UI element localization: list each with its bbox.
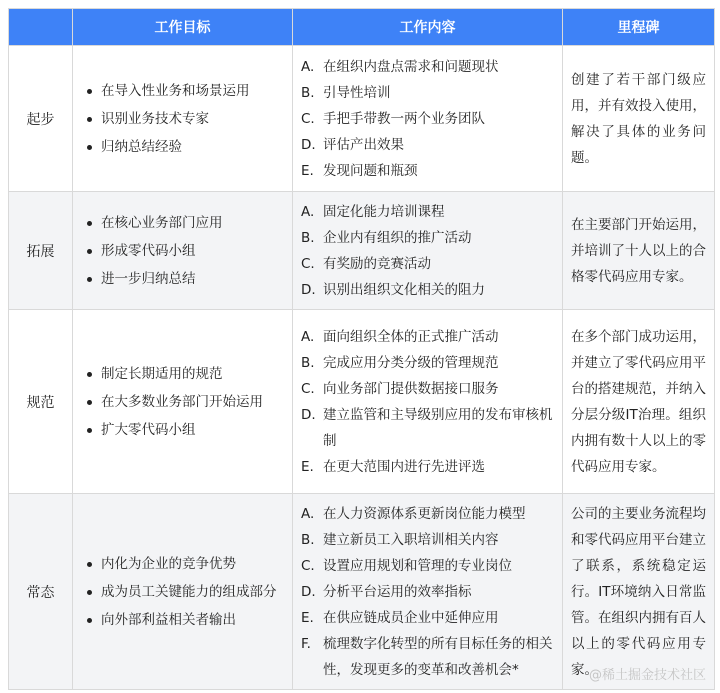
content-cell bbox=[293, 192, 563, 310]
item-letter: F. bbox=[301, 635, 311, 652]
bullet-icon bbox=[87, 277, 92, 282]
goal-item bbox=[85, 388, 292, 416]
content-item bbox=[301, 402, 556, 454]
goals-cell bbox=[73, 494, 293, 690]
item-text: 评估产出效果 bbox=[323, 136, 404, 153]
stage-cell: 起步 bbox=[9, 46, 73, 192]
content-item bbox=[301, 350, 556, 376]
item-letter: E. bbox=[301, 458, 314, 475]
goal-item bbox=[85, 209, 292, 237]
goal-item bbox=[85, 550, 292, 578]
item-letter: B. bbox=[301, 531, 315, 548]
item-text: 引导性培训 bbox=[323, 84, 391, 101]
goal-text: 在导入性业务和场景运用 bbox=[101, 82, 250, 99]
goals-cell bbox=[73, 46, 293, 192]
item-letter: B. bbox=[301, 354, 315, 371]
content-item bbox=[301, 527, 556, 553]
goal-text: 归纳总结经验 bbox=[101, 138, 182, 155]
goal-item bbox=[85, 416, 292, 444]
goal-item bbox=[85, 77, 292, 105]
item-letter: A. bbox=[301, 328, 315, 345]
item-letter: C. bbox=[301, 110, 315, 127]
milestone-cell bbox=[563, 310, 715, 494]
content-cell bbox=[293, 46, 563, 192]
stage-cell: 拓展 bbox=[9, 192, 73, 310]
content-list bbox=[293, 50, 562, 188]
goal-item bbox=[85, 265, 292, 293]
content-item bbox=[301, 553, 556, 579]
item-text: 企业内有组织的推广活动 bbox=[323, 229, 472, 246]
goal-text: 识别业务技术专家 bbox=[101, 110, 209, 127]
item-text: 建立监管和主导级别应用的发布审核机制 bbox=[323, 406, 553, 449]
bullet-icon bbox=[87, 428, 92, 433]
item-text: 完成应用分类分级的管理规范 bbox=[323, 354, 499, 371]
item-letter: C. bbox=[301, 255, 315, 272]
goals-list bbox=[73, 360, 292, 444]
bullet-icon bbox=[87, 89, 92, 94]
item-text: 梳理数字化转型的所有目标任务的相关性，发现更多的变革和改善机会* bbox=[323, 635, 553, 678]
content-item bbox=[301, 106, 556, 132]
content-item bbox=[301, 199, 556, 225]
goal-item bbox=[85, 606, 292, 634]
item-letter: A. bbox=[301, 203, 315, 220]
item-text: 分析平台运用的效率指标 bbox=[323, 583, 472, 600]
content-item bbox=[301, 225, 556, 251]
bullet-icon bbox=[87, 562, 92, 567]
content-item bbox=[301, 579, 556, 605]
item-text: 识别出组织文化相关的阻力 bbox=[323, 281, 485, 298]
table-row bbox=[9, 310, 715, 494]
bullet-icon bbox=[87, 117, 92, 122]
goal-item bbox=[85, 105, 292, 133]
item-letter: C. bbox=[301, 557, 315, 574]
goal-text: 形成零代码小组 bbox=[101, 242, 196, 259]
goal-text: 制定长期适用的规范 bbox=[101, 365, 223, 382]
content-item bbox=[301, 454, 556, 480]
item-text: 发现问题和瓶颈 bbox=[323, 162, 418, 179]
item-letter: D. bbox=[301, 583, 316, 600]
item-letter: E. bbox=[301, 609, 314, 626]
bullet-icon bbox=[87, 372, 92, 377]
item-text: 建立新员工入职培训相关内容 bbox=[323, 531, 499, 548]
bullet-icon bbox=[87, 590, 92, 595]
stage-cell: 常态 bbox=[9, 494, 73, 690]
content-item bbox=[301, 376, 556, 402]
goal-item bbox=[85, 360, 292, 388]
table-row bbox=[9, 192, 715, 310]
milestone-text: 公司的主要业务流程均和零代码应用平台建立了联系，系统稳定运行。IT环境纳入日常监管。在组织内拥有百人以上的零代码应用专家。 bbox=[571, 505, 706, 678]
goal-item bbox=[85, 133, 292, 161]
content-list bbox=[293, 320, 562, 484]
item-text: 固定化能力培训课程 bbox=[323, 203, 445, 220]
item-text: 向业务部门提供数据接口服务 bbox=[323, 380, 499, 397]
table-row bbox=[9, 494, 715, 690]
item-letter: B. bbox=[301, 84, 315, 101]
roadmap-table bbox=[8, 8, 715, 690]
table-row bbox=[9, 46, 715, 192]
item-text: 设置应用规划和管理的专业岗位 bbox=[323, 557, 512, 574]
milestone-text: 在多个部门成功运用，并建立了零代码应用平台的搭建规范，并纳入分层分级IT治理。组织内拥有数十人以上的零代码应用专家。 bbox=[571, 328, 706, 475]
goal-text: 向外部利益相关者输出 bbox=[101, 611, 236, 628]
item-letter: D. bbox=[301, 136, 316, 153]
bullet-icon bbox=[87, 221, 92, 226]
item-letter: B. bbox=[301, 229, 315, 246]
item-text: 在组织内盘点需求和问题现状 bbox=[323, 58, 499, 75]
milestone-cell bbox=[563, 46, 715, 192]
goals-cell bbox=[73, 310, 293, 494]
content-cell bbox=[293, 494, 563, 690]
goals-list bbox=[73, 209, 292, 293]
content-cell bbox=[293, 310, 563, 494]
item-letter: A. bbox=[301, 58, 315, 75]
content-item bbox=[301, 54, 556, 80]
bullet-icon bbox=[87, 400, 92, 405]
goal-text: 内化为企业的竞争优势 bbox=[101, 555, 236, 572]
goal-text: 扩大零代码小组 bbox=[101, 421, 196, 438]
header-content: 工作内容 bbox=[293, 9, 563, 46]
item-letter: D. bbox=[301, 281, 316, 298]
item-text: 面向组织全体的正式推广活动 bbox=[323, 328, 499, 345]
content-item bbox=[301, 277, 556, 303]
goal-text: 进一步归纳总结 bbox=[101, 270, 196, 287]
content-item bbox=[301, 605, 556, 631]
goal-text: 在核心业务部门应用 bbox=[101, 214, 223, 231]
item-letter: D. bbox=[301, 406, 316, 423]
content-item bbox=[301, 132, 556, 158]
goals-cell bbox=[73, 192, 293, 310]
milestone-cell bbox=[563, 494, 715, 690]
content-list bbox=[293, 497, 562, 687]
milestone-cell bbox=[563, 192, 715, 310]
item-letter: C. bbox=[301, 380, 315, 397]
milestone-text: 创建了若干部门级应用，并有效投入使用，解决了具体的业务问题。 bbox=[571, 71, 706, 166]
goal-text: 成为员工关键能力的组成部分 bbox=[101, 583, 277, 600]
item-letter: A. bbox=[301, 505, 315, 522]
bullet-icon bbox=[87, 145, 92, 150]
item-text: 在人力资源体系更新岗位能力模型 bbox=[323, 505, 526, 522]
goal-text: 在大多数业务部门开始运用 bbox=[101, 393, 263, 410]
goals-list bbox=[73, 77, 292, 161]
content-item bbox=[301, 158, 556, 184]
header-milestone: 里程碑 bbox=[563, 9, 715, 46]
item-text: 有奖励的竞赛活动 bbox=[323, 255, 431, 272]
content-item bbox=[301, 80, 556, 106]
stage-cell: 规范 bbox=[9, 310, 73, 494]
content-item bbox=[301, 251, 556, 277]
table-header-row bbox=[9, 9, 715, 46]
milestone-text: 在主要部门开始运用，并培训了十人以上的合格零代码应用专家。 bbox=[571, 216, 706, 285]
goal-item bbox=[85, 578, 292, 606]
header-blank bbox=[9, 9, 73, 46]
item-text: 在供应链成员企业中延伸应用 bbox=[323, 609, 499, 626]
content-item bbox=[301, 501, 556, 527]
watermark: @稀土掘金技术社区 bbox=[588, 668, 706, 683]
item-text: 手把手带教一两个业务团队 bbox=[323, 110, 485, 127]
item-letter: E. bbox=[301, 162, 314, 179]
bullet-icon bbox=[87, 249, 92, 254]
item-text: 在更大范围内进行先进评选 bbox=[323, 458, 485, 475]
bullet-icon bbox=[87, 618, 92, 623]
goals-list bbox=[73, 550, 292, 634]
content-item bbox=[301, 631, 556, 683]
content-item bbox=[301, 324, 556, 350]
header-goals: 工作目标 bbox=[73, 9, 293, 46]
content-list bbox=[293, 195, 562, 307]
goal-item bbox=[85, 237, 292, 265]
